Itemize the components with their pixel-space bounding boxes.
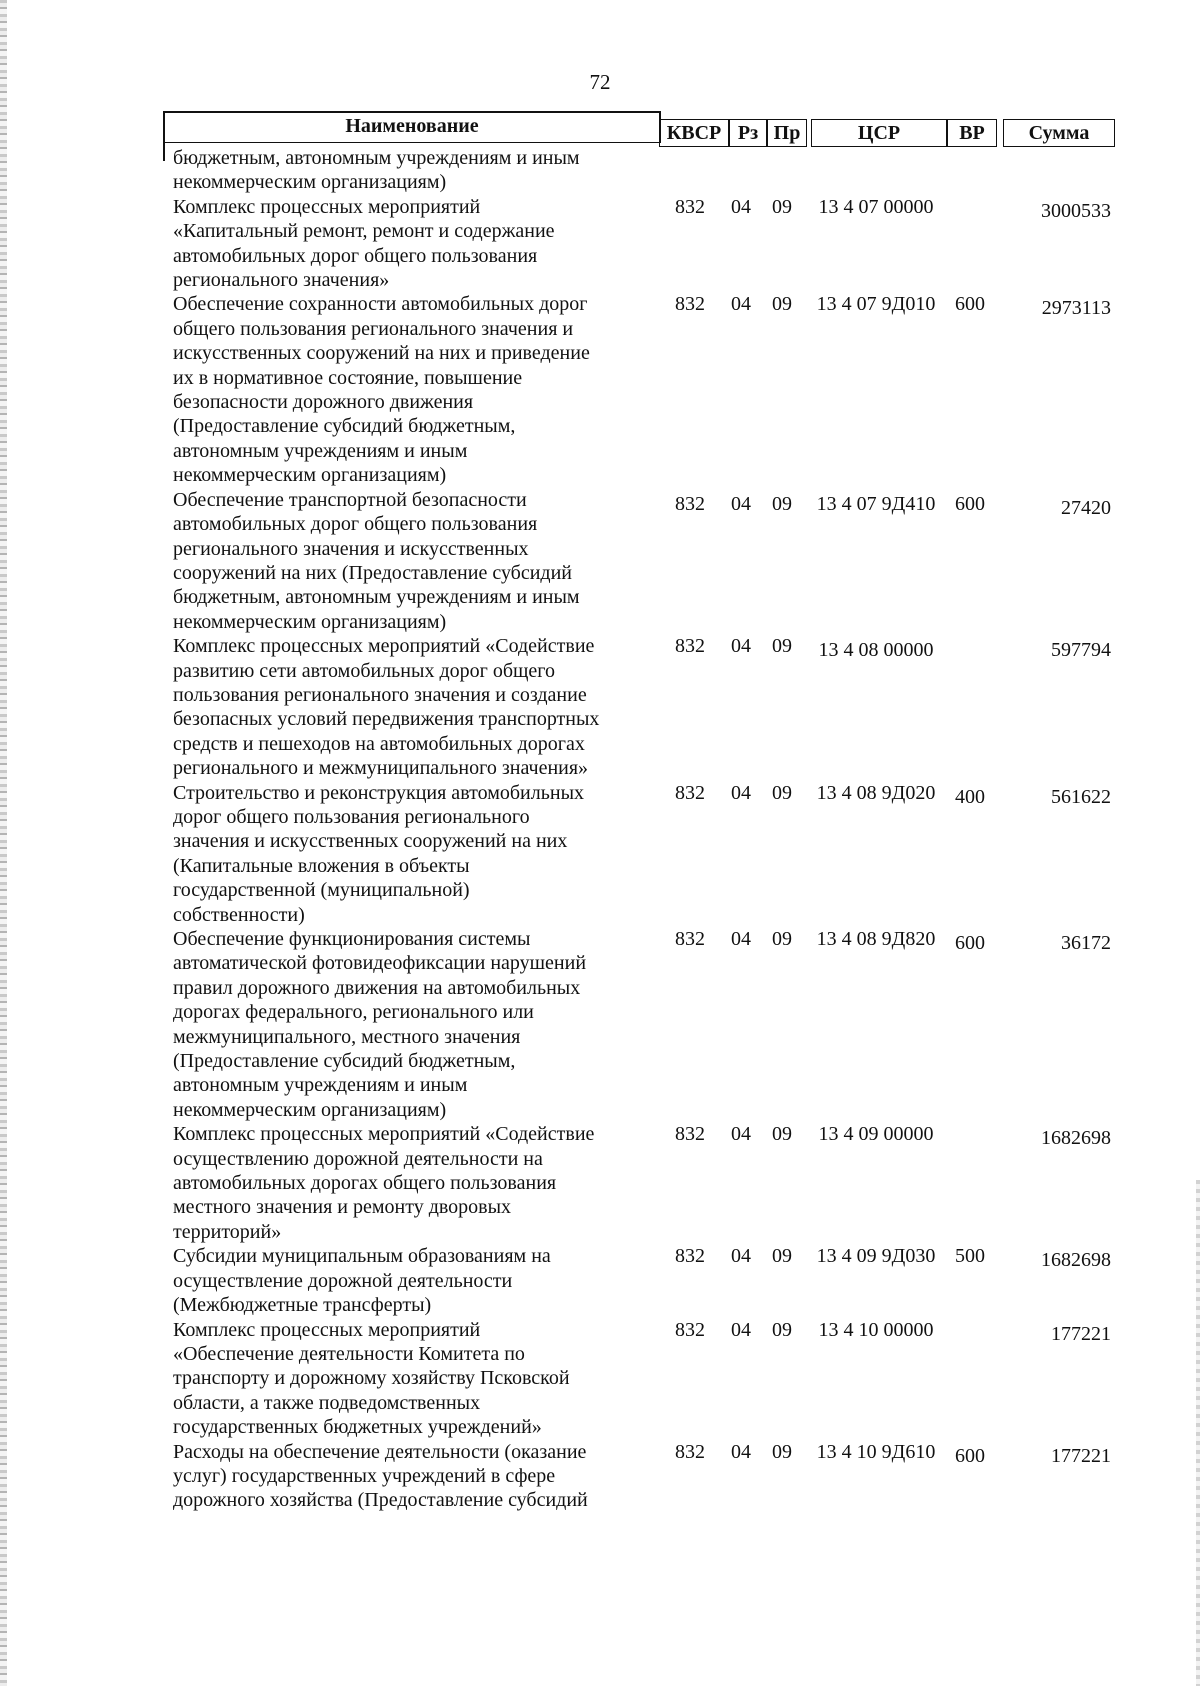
cell-sum: 2973113 [1041,297,1111,320]
row-name-line: бюджетным, автономным учреждениям и иным [173,147,580,169]
row-name-line: местного значения и ремонту дворовых [173,1196,512,1219]
cell-csr: 13 4 10 00000 [818,1318,934,1341]
header-name: Наименование [163,111,661,143]
table-row [163,781,1115,927]
cell-csr: 13 4 07 9Д010 [816,293,936,316]
header-kvsr: КВСР [659,119,729,147]
row-name-line: автомобильных дорогах общего пользования [173,1172,557,1195]
table-row [163,1440,1115,1513]
row-name [173,1318,643,1440]
cell-kvsr: 832 [675,195,705,218]
row-name-line: автоматической фотовидеофиксации нарушений [173,952,587,975]
scan-edge-right [1196,1180,1200,1686]
row-name-line: территорий» [173,1220,282,1243]
row-name-line: пользования регионального значения и создание [173,683,587,706]
cell-pr: 09 [772,928,792,950]
cell-vr: 600 [955,1444,985,1467]
row-name-line: некоммерческим организациям) [173,171,447,194]
row-name-line: (Предоставление субсидий бюджетным, [173,415,516,438]
cell-sum: 3000533 [1041,199,1111,222]
table-row [163,927,1115,1122]
row-name-line: общего пользования регионального значения и [173,317,574,340]
row-name-line: осуществлению дорожной деятельности на [173,1147,543,1170]
row-name-line: бюджетным, автономным учреждениям и иным [173,586,580,609]
cell-kvsr: 832 [675,1440,705,1463]
row-name-line: безопасности дорожного движения [173,391,474,414]
cell-rz: 04 [731,1245,751,1268]
header-csr: ЦСР [811,119,947,147]
row-name [173,146,643,195]
table-row [163,1244,1115,1317]
cell-vr: 600 [955,492,985,515]
cell-csr: 13 4 09 9Д030 [816,1245,936,1268]
row-name-line: «Капитальный ремонт, ремонт и содержание [173,220,555,243]
cell-kvsr: 832 [675,781,705,804]
cell-pr: 09 [772,293,792,316]
cell-kvsr: 832 [675,1318,705,1341]
cell-sum: 561622 [1051,785,1111,808]
row-name-line: дорог общего пользования регионального [173,805,530,828]
cell-sum: 27420 [1061,496,1111,519]
row-name-line: транспорту и дорожному хозяйству Псковской [173,1367,570,1390]
row-name-line: автомобильных дорог общего пользования [173,244,538,267]
row-name-line: области, а также подведомственных [173,1391,481,1414]
table-header [163,111,1115,147]
row-name-line: Субсидии муниципальным образованиям на [173,1245,551,1268]
cell-vr: 600 [955,293,985,316]
cell-kvsr: 832 [675,293,705,316]
cell-sum: 1682698 [1041,1127,1111,1150]
row-name-line: собственности) [173,903,305,926]
table-row [163,146,1115,195]
row-name-line: государственных бюджетных учреждений» [173,1416,542,1439]
cell-pr: 09 [772,492,792,515]
header-pr: Пр [767,119,807,147]
row-name-line: средств и пешеходов на автомобильных дорогах [173,732,585,755]
cell-sum: 36172 [1061,932,1111,954]
budget-table [163,111,1115,1512]
row-name-line: «Обеспечение деятельности Комитета по [173,1342,525,1365]
row-name-line: их в нормативное состояние, повышение [173,366,523,389]
cell-rz: 04 [731,195,751,218]
row-name-line: осуществление дорожной деятельности [173,1269,513,1292]
row-name-line: некоммерческим организациям) [173,464,447,487]
row-name-line: регионального значения и искусственных [173,537,529,560]
row-name-line: (Капитальные вложения в объекты [173,854,470,877]
table-row [163,195,1115,293]
cell-sum: 177221 [1051,1322,1111,1345]
cell-rz: 04 [731,1318,751,1341]
row-name-line: автономным учреждениям и иным [173,439,468,462]
cell-kvsr: 832 [675,492,705,515]
row-name-line: значения и искусственных сооружений на них [173,830,568,853]
cell-pr: 09 [772,635,792,658]
cell-pr: 09 [772,1318,792,1341]
row-name-line: (Межбюджетные трансферты) [173,1294,432,1317]
header-vr: ВР [947,119,997,147]
cell-rz: 04 [731,1123,751,1146]
cell-kvsr: 832 [675,1123,705,1146]
row-name-line: развитию сети автомобильных дорог общего [173,659,555,682]
row-name [173,1244,643,1317]
row-name-line: Комплекс процессных мероприятий «Содействие [173,1123,595,1146]
cell-vr: 600 [955,932,985,954]
table-row [163,292,1115,487]
table-row [163,1318,1115,1440]
cell-sum: 1682698 [1041,1249,1111,1272]
cell-vr: 400 [955,785,985,808]
row-name [173,927,643,1122]
cell-rz: 04 [731,293,751,316]
row-name-line: некоммерческим организациям) [173,610,447,633]
row-name-line: (Предоставление субсидий бюджетным, [173,1050,516,1073]
cell-rz: 04 [731,492,751,515]
table-row [163,488,1115,634]
row-name-line: Комплекс процессных мероприятий [173,1318,481,1341]
row-name-line: дорожного хозяйства (Предоставление субсидий [173,1489,588,1512]
cell-csr: 13 4 10 9Д610 [816,1440,936,1463]
row-name [173,488,643,634]
row-name-line: Комплекс процессных мероприятий [173,195,481,218]
row-name-line: некоммерческим организациям) [173,1098,447,1121]
row-name-line: дорогах федерального, регионального или [173,1001,534,1024]
cell-sum: 597794 [1051,639,1111,662]
cell-rz: 04 [731,635,751,658]
row-name-line: Обеспечение функционирования системы [173,928,531,950]
cell-kvsr: 832 [675,635,705,658]
row-name [173,195,643,293]
row-name [173,1122,643,1244]
row-name-line: Расходы на обеспечение деятельности (оказание [173,1440,587,1463]
cell-vr: 500 [955,1245,985,1268]
cell-pr: 09 [772,195,792,218]
row-name-line: безопасных условий передвижения транспортных [173,708,600,731]
cell-csr: 13 4 07 00000 [818,195,934,218]
table-body [163,146,1115,1513]
row-name-line: Строительство и реконструкция автомобильных [173,781,585,804]
cell-kvsr: 832 [675,928,705,950]
cell-csr: 13 4 09 00000 [818,1123,934,1146]
row-name-line: межмуниципального, местного значения [173,1025,521,1048]
row-name-line: правил дорожного движения на автомобильных [173,976,581,999]
cell-csr: 13 4 08 9Д820 [816,928,936,950]
row-name [173,292,643,487]
cell-rz: 04 [731,781,751,804]
cell-sum: 177221 [1051,1444,1111,1467]
row-name [173,1440,643,1513]
cell-pr: 09 [772,1245,792,1268]
page-number: 72 [589,70,611,94]
row-name-line: автомобильных дорог общего пользования [173,513,538,536]
scan-edge [0,0,7,1686]
row-name [173,634,643,780]
row-name-line: услуг) государственных учреждений в сфере [173,1464,556,1487]
cell-csr: 13 4 07 9Д410 [816,492,936,515]
row-name-line: Обеспечение транспортной безопасности [173,488,527,511]
row-name-line: автономным учреждениям и иным [173,1074,468,1097]
cell-csr: 13 4 08 9Д020 [816,781,936,804]
row-name-line: Комплекс процессных мероприятий «Содействие [173,635,595,658]
row-name [173,781,643,927]
row-name-line: государственной (муниципальной) [173,879,470,902]
cell-pr: 09 [772,1440,792,1463]
cell-rz: 04 [731,928,751,950]
header-sum: Сумма [1003,119,1115,147]
row-name-line: искусственных сооружений на них и приведение [173,342,590,365]
cell-pr: 09 [772,781,792,804]
table-row [163,1122,1115,1244]
cell-pr: 09 [772,1123,792,1146]
cell-kvsr: 832 [675,1245,705,1268]
row-name-line: регионального и межмуниципального значения» [173,757,589,780]
row-name-line: сооружений на них (Предоставление субсидий [173,561,573,584]
row-name-line: регионального значения» [173,269,390,292]
cell-rz: 04 [731,1440,751,1463]
row-name-line: Обеспечение сохранности автомобильных дорог [173,293,588,316]
cell-csr: 13 4 08 00000 [818,639,934,662]
table-row [163,634,1115,780]
header-rz: Рз [729,119,767,147]
